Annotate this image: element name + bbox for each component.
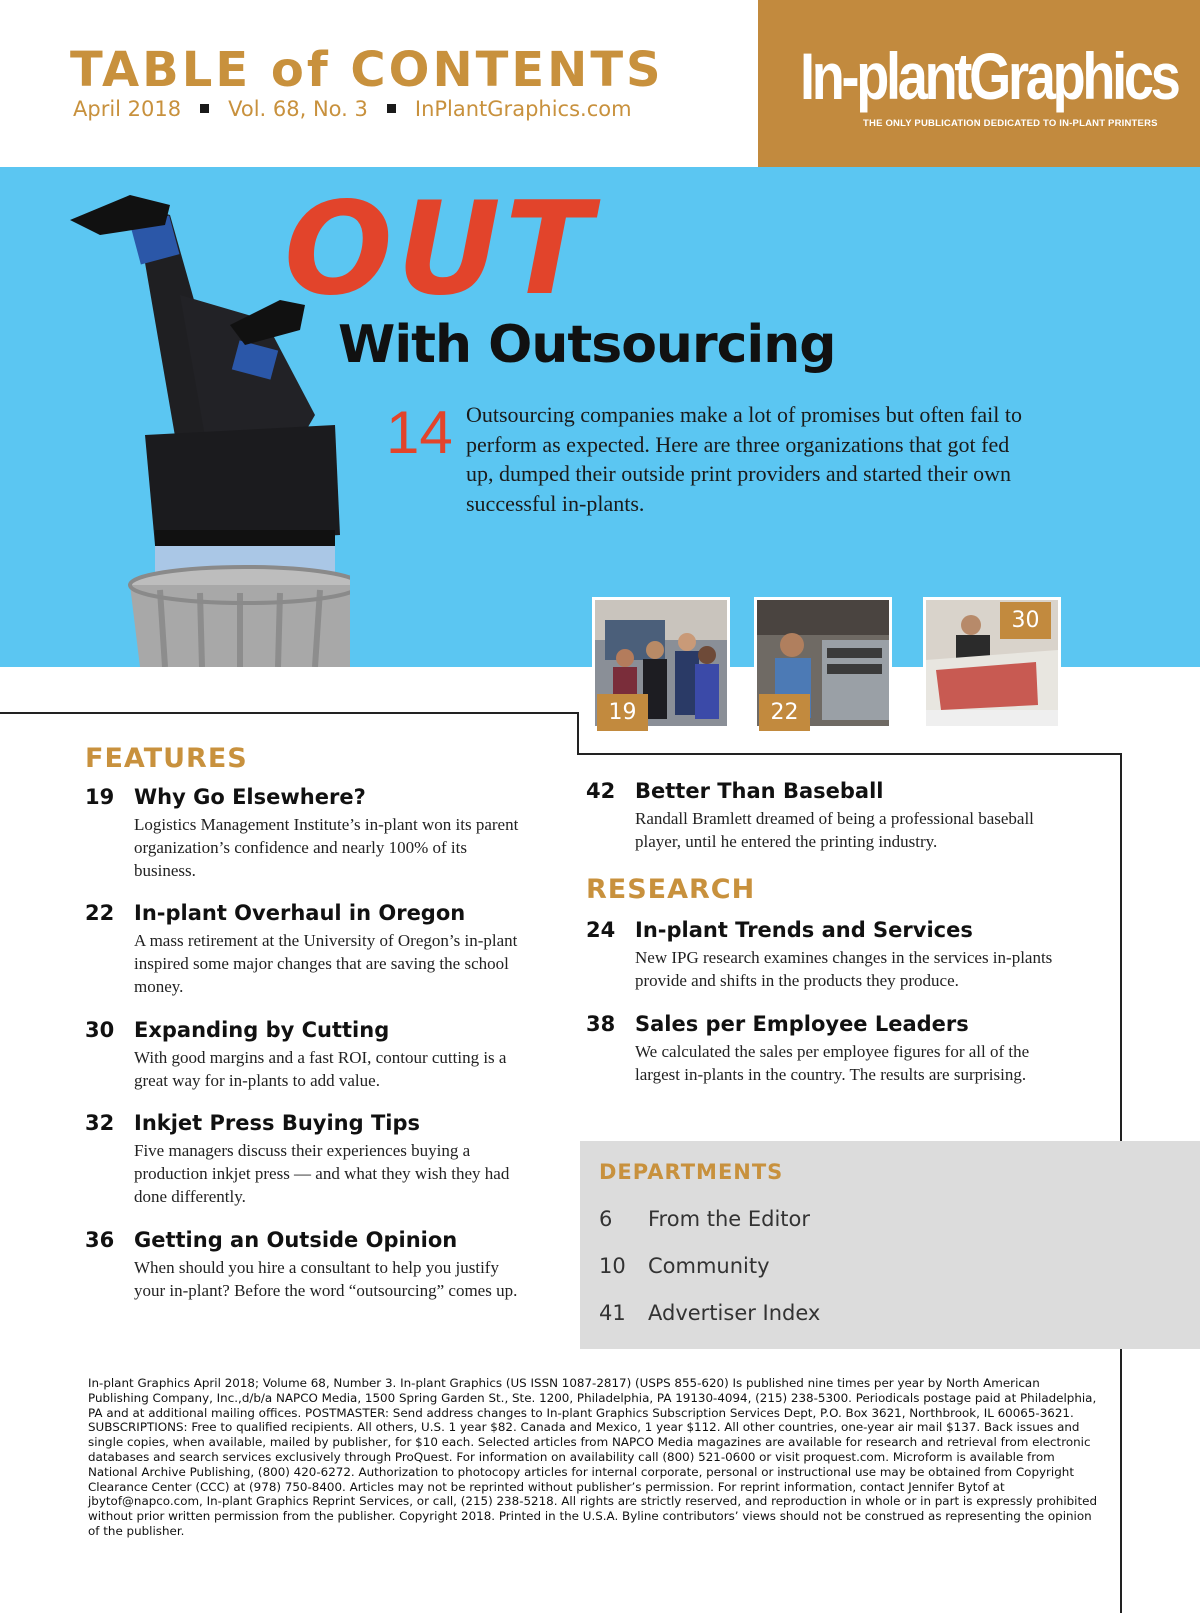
article-desc: A mass retirement at the University of Oregon’s in-plant inspired some major changes that are saving the school money. [134,931,518,996]
department-label: Community [648,1254,770,1278]
separator-square-icon [200,104,209,113]
article-title[interactable]: Expanding by Cutting [134,1018,390,1042]
cover-headline: OUT [284,175,597,324]
website-link[interactable]: InPlantGraphics.com [414,97,632,121]
department-page: 41 [599,1301,626,1325]
publication-fine-print: In-plant Graphics April 2018; Volume 68, Number 3. In-plant Graphics (US ISSN 1087-2817) (USPS 855-620) Is published nine times per year by North American Publishing Company, Inc.,d/b/a NAPCO Media, 1500 Spring Garden St., Ste. 1200, Philadelphia, PA 19130-4094, (215) 238-5300. Periodicals postage paid at Philadelphia, PA and at additional mailing offices. POSTMASTER: Send address changes to In-plant Graphics Subscription Services Dept, P.O. Box 3621, Northbrook, IL 60065-3621. SUBSCRIPTIONS: Free to qualified recipients. All others, U.S. 1 year $82. Canada and Mexico, 1 year $112. All other countries, one-year air mail $137. Back issues and single copies, when available, mailed by publisher, for $10 each. Selected articles from NAPCO Media magazines are available for research and retrieval from electronic databases and search services exclusively through ProQuest. For information on availability call (800) 521-0600 or visit proquest.com. Microform is available from National Archive Publishing, (800) 420-6272. Authorization to photocopy articles for internal corporate, personal or instructional use may be obtained from Copyright Clearance Center (CCC) at (978) 750-8400. Articles may not be reprinted without publisher’s permission. For reprint information, contact Jennifer Bytof at jbytof@napco.com, In-plant Graphics Reprint Services, or call, (215) 238-5218. All rights are strictly reserved, and reproduction in whole or in part is expressly prohibited without prior written permission from the publisher. Copyright 2018. Printed in the U.S.A. Byline contributors’ views should not be construed as representing the opinion of the publisher. [88,1376,1098,1538]
divider-line [577,753,1122,755]
issue-date: April 2018 [73,97,182,121]
article-page: 42 [586,779,616,803]
separator-square-icon [387,104,396,113]
article-desc: With good margins and a fast ROI, contour cutting is a great way for in-plants to add value. [134,1048,507,1090]
article-desc: We calculated the sales per employee figures for all of the largest in-plants in the country. The results are surprising. [635,1042,1030,1084]
article-title[interactable]: Better Than Baseball [635,779,884,803]
department-label: Advertiser Index [648,1301,821,1325]
department-page: 6 [599,1207,613,1231]
article-desc: When should you hire a consultant to help you justify your in-plant? Before the word “outsourcing” comes up. [134,1258,518,1300]
cover-description: Outsourcing companies make a lot of promises but often fail to perform as expected. Here are three organizations that got fed up, dumped their outside print providers and started their own successful in-plants. [466,402,1022,516]
brand-logo: In-plantGraphics [800,39,1178,113]
article-desc: Logistics Management Institute’s in-plant won its parent organization’s confidence and nearly 100% of its business. [134,815,519,880]
department-item[interactable] [599,1301,1079,1329]
department-page: 10 [599,1254,626,1278]
article-title[interactable]: Sales per Employee Leaders [635,1012,969,1036]
cover-subheadline: With Outsourcing [338,315,836,375]
photo-page-badge-22: 22 [759,694,810,731]
photo-page-badge-19: 19 [597,694,648,731]
article-page: 36 [85,1228,115,1252]
photo-page-badge-30: 30 [1000,602,1051,639]
research-heading: RESEARCH [586,874,756,905]
article-title[interactable]: In-plant Trends and Services [635,918,973,942]
department-item[interactable] [599,1207,1079,1235]
department-item[interactable] [599,1254,1079,1282]
issue-volume: Vol. 68, No. 3 [228,97,368,121]
article-title[interactable]: Why Go Elsewhere? [134,785,366,809]
article-page: 32 [85,1111,115,1135]
article-page: 30 [85,1018,115,1042]
article-title[interactable]: In-plant Overhaul in Oregon [134,901,466,925]
article-desc: Randall Bramlett dreamed of being a professional baseball player, until he entered the printing industry. [635,809,1034,851]
cover-page-number: 14 [386,399,453,466]
brand-tagline: THE ONLY PUBLICATION DEDICATED TO IN-PLANT PRINTERS [863,118,1158,129]
article-title[interactable]: Getting an Outside Opinion [134,1228,458,1252]
divider-line [577,712,579,754]
article-page: 38 [586,1012,616,1036]
issue-meta [73,97,632,121]
departments-heading: DEPARTMENTS [599,1160,784,1184]
page-title: TABLE of CONTENTS [70,42,664,98]
divider-line [0,712,578,714]
article-desc: Five managers discuss their experiences buying a production inkjet press — and what they wish they had done differently. [134,1141,510,1206]
department-label: From the Editor [648,1207,810,1231]
article-desc: New IPG research examines changes in the services in-plants provide and shifts in the products they produce. [635,948,1053,990]
features-heading: FEATURES [85,743,248,774]
article-page: 24 [586,918,616,942]
article-page: 22 [85,901,115,925]
article-page: 19 [85,785,115,809]
article-title[interactable]: Inkjet Press Buying Tips [134,1111,421,1135]
